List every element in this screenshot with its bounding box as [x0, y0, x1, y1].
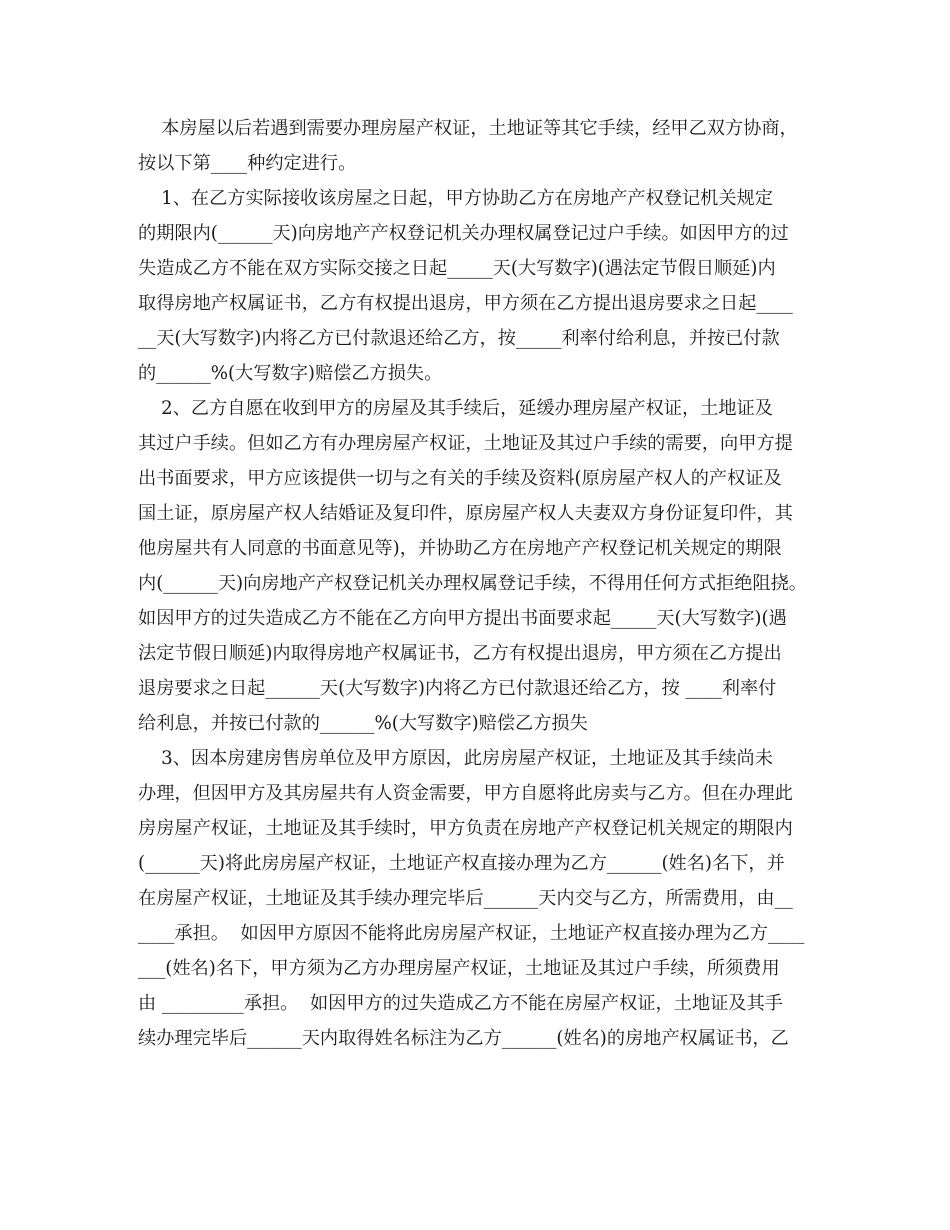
document-body	[138, 111, 818, 1056]
text-line: 其过户手续。但如乙方有办理房屋产权证，土地证及其过户手续的需要，向甲方提	[138, 433, 793, 454]
text-line: 退房要求之日起______天(大写数字)内将乙方已付款退还给乙方，按 ____利率付	[138, 678, 777, 699]
text-line: 1、在乙方实际接收该房屋之日起，甲方协助乙方在房地产产权登记机关规定	[138, 188, 773, 209]
text-line: 他房屋共有人同意的书面意见等)，并协助乙方在房地产产权登记机关规定的期限	[138, 538, 782, 559]
text-line: 2、乙方自愿在收到甲方的房屋及其手续后，延缓办理房屋产权证，土地证及	[138, 398, 773, 419]
paragraph-clause-3	[138, 741, 818, 1056]
text-line: 本房屋以后若遇到需要办理房屋产权证，土地证等其它手续，经甲乙双方协商，	[138, 118, 798, 139]
text-line: 内(______天)向房地产产权登记机关办理权属登记手续，不得用任何方式拒绝阻挠。	[138, 573, 807, 594]
paragraph-clause-2	[138, 391, 818, 741]
text-line: 失造成乙方不能在双方实际交接之日起_____天(大写数字)(遇法定节假日顺延)内	[138, 258, 776, 279]
text-line: 办理，但因甲方及其房屋共有人资金需要，甲方自愿将此房卖与乙方。但在办理此	[138, 783, 793, 804]
text-line: 如因甲方的过失造成乙方不能在乙方向甲方提出书面要求起_____天(大写数字)(遇	[138, 608, 787, 629]
text-line: 出书面要求，甲方应该提供一切与之有关的手续及资料(原房屋产权人的产权证及	[138, 468, 782, 489]
text-line: 由 _________承担。 如因甲方的过失造成乙方不能在房屋产权证，土地证及其手	[138, 993, 783, 1014]
text-line: ____承担。 如因甲方原因不能将此房房屋产权证，土地证产权直接办理为乙方____	[138, 923, 805, 944]
text-line: 续办理完毕后______天内取得姓名标注为乙方______(姓名)的房地产权属证书，乙	[138, 1028, 789, 1049]
paragraph-clause-1	[138, 181, 818, 391]
text-line: 的______%(大写数字)赔偿乙方损失。	[138, 363, 443, 384]
paragraph-intro	[138, 111, 818, 181]
text-line: 在房屋产权证，土地证及其手续办理完毕后______天内交与乙方，所需费用，由__	[138, 888, 793, 909]
text-line: __天(大写数字)内将乙方已付款退还给乙方，按_____利率付给利息，并按已付款	[138, 328, 780, 349]
text-line: 给利息，并按已付款的______%(大写数字)赔偿乙方损失	[138, 713, 588, 734]
text-line: 的期限内(______天)向房地产产权登记机关办理权属登记过户手续。如因甲方的过	[138, 223, 789, 244]
text-line: ___(姓名)名下，甲方须为乙方办理房屋产权证，土地证及其过户手续，所须费用	[138, 958, 780, 979]
text-line: 法定节假日顺延)内取得房地产权属证书，乙方有权提出退房，甲方须在乙方提出	[138, 643, 782, 664]
text-line: (______天)将此房房屋产权证，土地证产权直接办理为乙方______(姓名)名下，并	[138, 853, 785, 874]
text-line: 国土证，原房屋产权人结婚证及复印件，原房屋产权人夫妻双方身份证复印件，其	[138, 503, 793, 524]
text-line: 按以下第____种约定进行。	[138, 153, 357, 174]
text-line: 取得房地产权属证书，乙方有权提出退房，甲方须在乙方提出退房要求之日起____	[138, 293, 793, 314]
text-line: 3、因本房建房售房单位及甲方原因，此房房屋产权证，土地证及其手续尚未	[138, 748, 773, 769]
text-line: 房房屋产权证，土地证及其手续时，甲方负责在房地产产权登记机关规定的期限内	[138, 818, 793, 839]
